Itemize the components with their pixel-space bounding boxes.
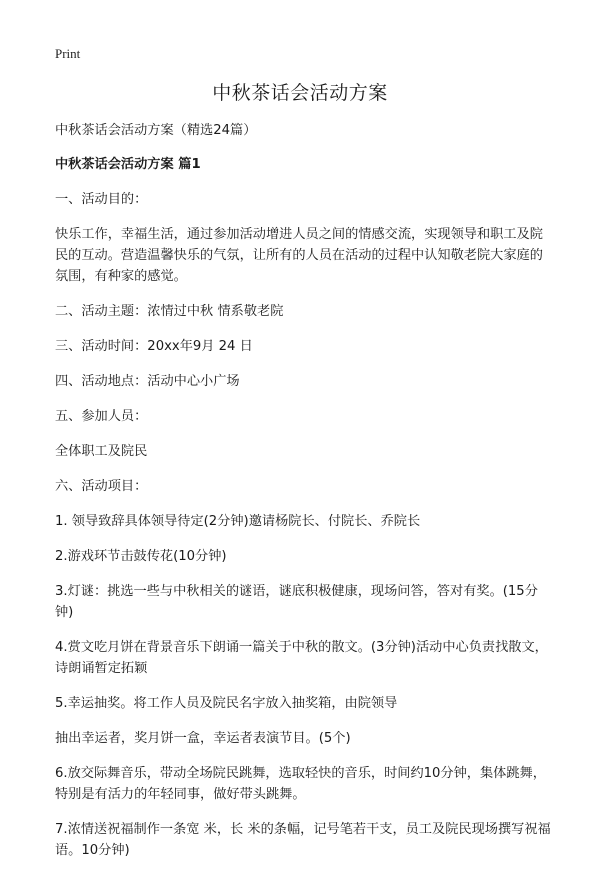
list-item: 6.放交际舞音乐，带动全场院民跳舞，选取轻快的音乐，时间约10分钟，集体跳舞，特别是有活力的年轻同事，做好带头跳舞。 [55,766,546,802]
document-subtitle: 中秋茶话会活动方案（精选24篇） [55,123,257,138]
paragraph-location: 四、活动地点：活动中心小广场 [55,374,240,389]
paragraph-theme: 二、活动主题：浓情过中秋 情系敬老院 [55,304,284,319]
paragraph-purpose-heading: 一、活动目的： [55,192,148,207]
page-title: 中秋茶话会活动方案 [212,82,388,104]
list-item: 2.游戏环节击鼓传花(10分钟) [55,549,227,564]
list-item: 抽出幸运者，奖月饼一盒，幸运者表演节目。(5个) [55,731,351,746]
list-item: 5.幸运抽奖。将工作人员及院民名字放入抽奖箱，由院领导 [55,696,398,711]
paragraph-purpose-body: 快乐工作，幸福生活，通过参加活动增进人员之间的情感交流，实现领导和职工及院民的互动。营造温馨快乐的气氛，让所有的人员在活动的过程中认知敬老院大家庭的氛围，有种家的感觉。 [55,227,543,284]
paragraph-participants-heading: 五、参加人员： [55,409,148,424]
section-heading: 中秋茶话会活动方案 篇1 [55,157,201,172]
list-item: 3.灯谜：挑选一些与中秋相关的谜语，谜底积极健康，现场问答，答对有奖。(15分钟) [55,584,538,620]
list-item: 1. 领导致辞具体领导待定(2分钟)邀请杨院长、付院长、乔院长 [55,514,421,529]
list-item: 4.赏文吃月饼在背景音乐下朗诵一篇关于中秋的散文。(3分钟)活动中心负责找散文，诗朗诵暂定拓颖 [55,640,548,676]
paragraph-participants: 全体职工及院民 [55,444,148,459]
document-body [55,120,555,875]
paragraph-items-heading: 六、活动项目： [55,479,148,494]
paragraph-time: 三、活动时间：20xx年9月 24 日 [55,339,253,354]
list-item: 7.浓情送祝福制作一条宽 米，长 米的条幅，记号笔若干支，员工及院民现场撰写祝福语。10分钟) [55,822,551,858]
print-link[interactable]: Print [55,46,81,61]
